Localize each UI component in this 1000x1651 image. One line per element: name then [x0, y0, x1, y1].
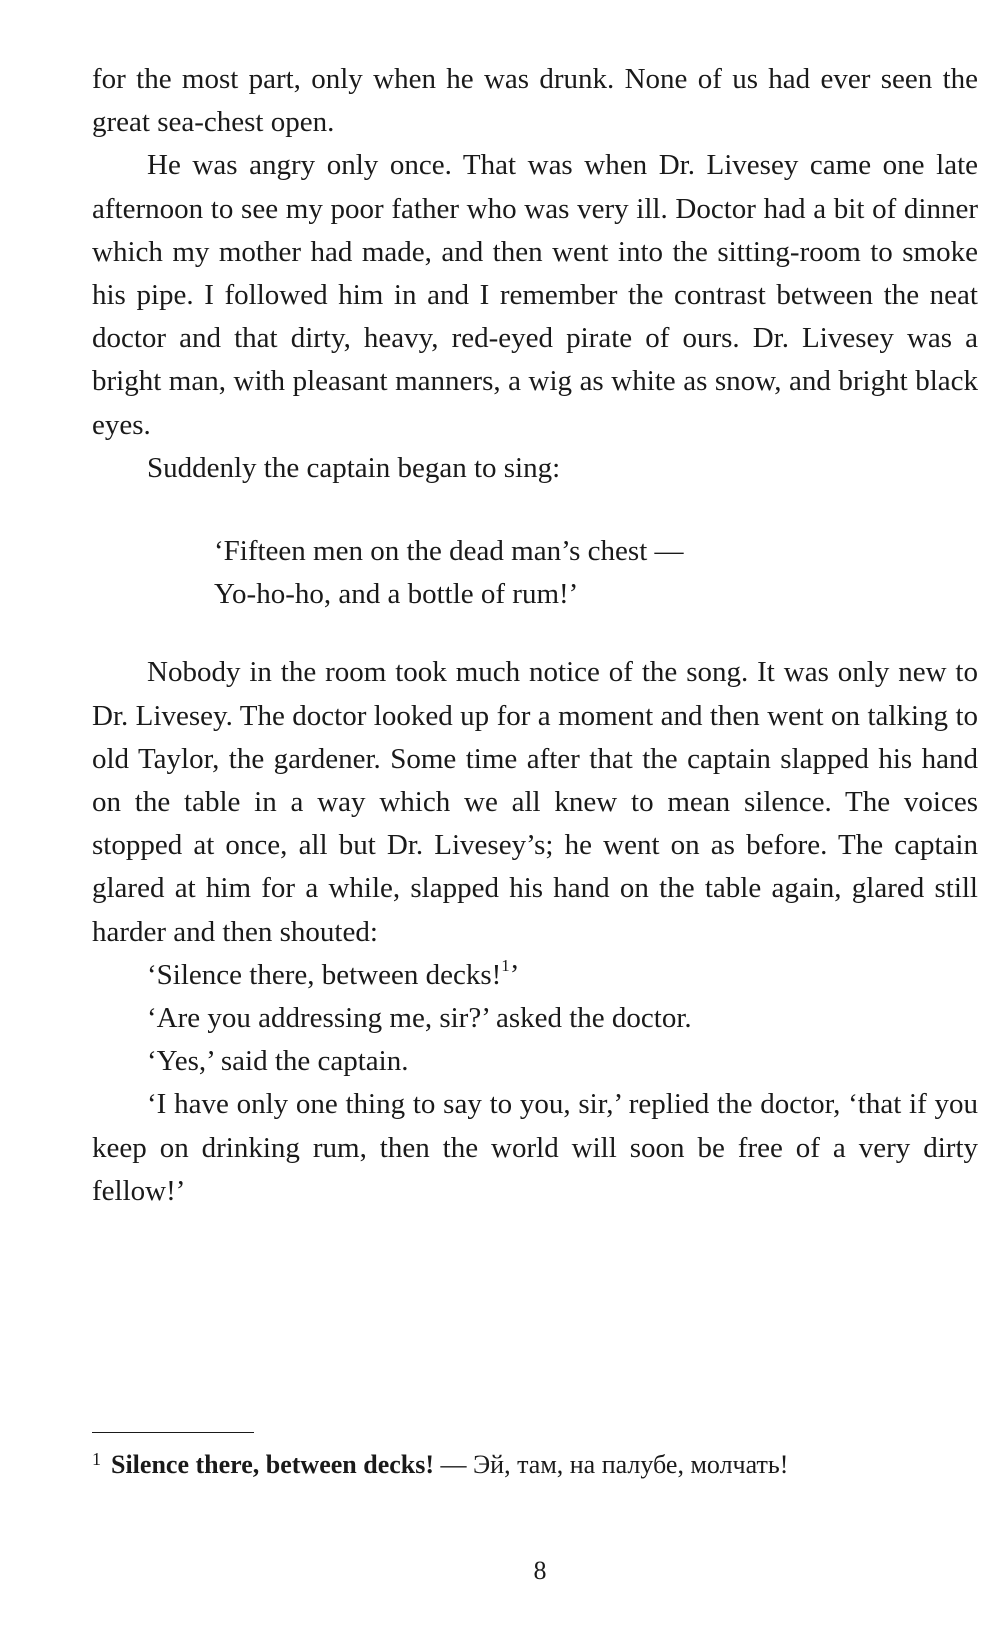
paragraph-2: He was angry only once. That was when Dr. Livesey came one late afternoon to see my poor father who was very ill. Doctor had a bit of dinner which my mother had made, and then went into the sitting-room to smoke his pipe. I followed him in and I remember the contrast between the neat doctor and that dirty, heavy, red-eyed pirate of ours. Dr. Livesey was a bright man, with pleasant manners, a wig as white as snow, and bright black eyes.: [92, 149, 978, 441]
verse-line-2: Yo-ho-ho, and a bottle of rum!’: [214, 578, 579, 611]
song-verse: [214, 530, 978, 616]
paragraph-6: ‘Are you addressing me, sir?’ asked the doctor.: [147, 1002, 692, 1035]
page-number: 8: [533, 1556, 547, 1585]
paragraph-8: ‘I have only one thing to say to you, sir,’ replied the doctor, ‘that if you keep on drinking rum, then the world will soon be free of a very dirty fellow!’: [92, 1088, 978, 1207]
footnote-marker: 1: [92, 1449, 101, 1469]
paragraph-4: Nobody in the room took much notice of the song. It was only new to Dr. Livesey. The doctor looked up for a moment and then went on talking to old Taylor, the gardener. Some time after that the captain slapped his hand on the table in a way which we all knew to mean silence. The voices stopped at once, all but Dr. Livesey’s; he went on as before. The captain glared at him for a while, slapped his hand on the table again, glared still harder and then shouted:: [92, 656, 978, 948]
paragraph-5-close: ’: [509, 958, 520, 991]
footnote-translation: — Эй, там, на палубе, молчать!: [440, 1450, 789, 1479]
paragraph-7: ‘Yes,’ said the captain.: [147, 1045, 409, 1078]
footnote: [92, 1444, 978, 1488]
paragraph-1: for the most part, only when he was drunk. None of us had ever seen the great sea-chest open.: [92, 63, 978, 139]
footnote-reference[interactable]: 1: [501, 956, 510, 976]
paragraph-5: [92, 954, 978, 997]
verse-line-1: ‘Fifteen men on the dead man’s chest —: [214, 535, 684, 568]
paragraph-3: Suddenly the captain began to sing:: [147, 451, 561, 484]
footnote-divider: [92, 1432, 254, 1433]
paragraph-5-text: ‘Silence there, between decks!: [147, 958, 502, 991]
footnote-term: Silence there, between decks!: [111, 1450, 435, 1479]
page-body: [92, 58, 978, 1213]
